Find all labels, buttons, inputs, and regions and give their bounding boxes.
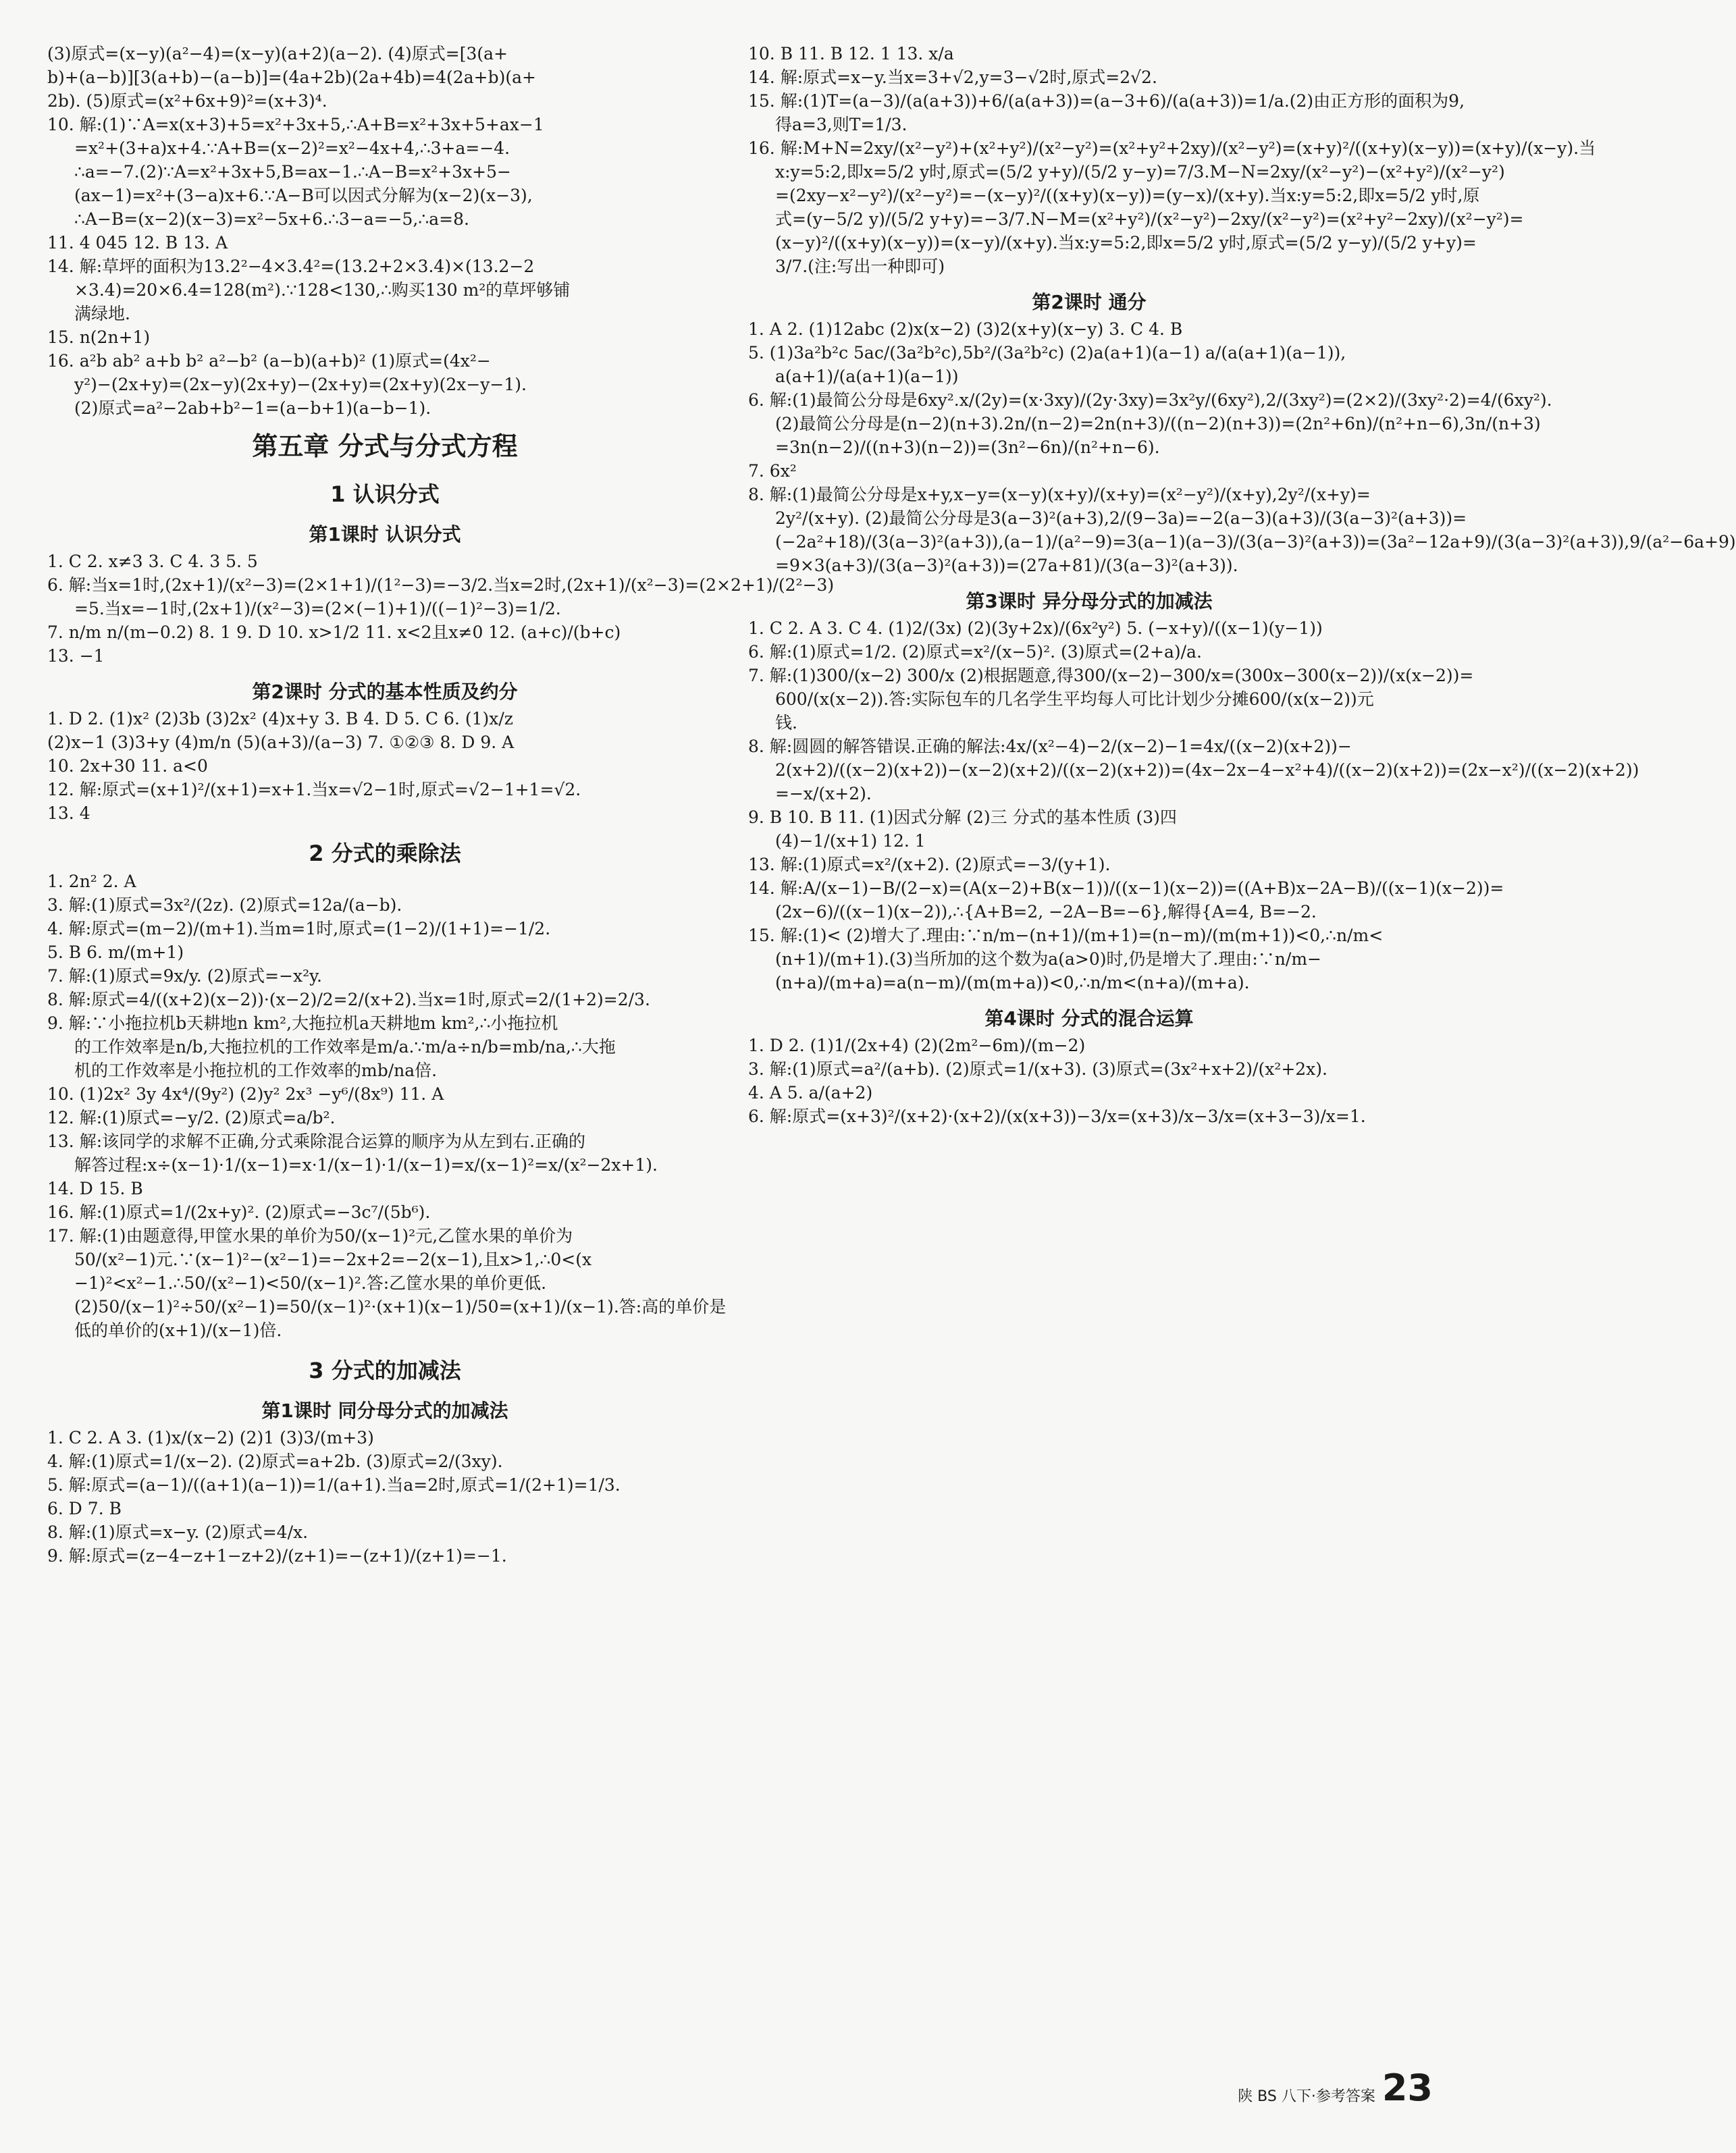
answer-line: 3. 解:(1)原式=a²/(a+b). (2)原式=1/(x+3). (3)原式=(3x²+x+2)/(x²+2x). <box>748 1059 1327 1079</box>
answer-line-cont: 2(x+2)/((x−2)(x+2))−(x−2)(x+2)/((x−2)(x+2))=(4x−2x−4−x²+4)/((x−2)(x+2))=(2x−x²)/((x−2)(x+2)) <box>775 760 1639 780</box>
answer-line-cont: 3/7.(注:写出一种即可) <box>775 257 945 276</box>
answer-line: 6. D 7. B <box>47 1499 122 1518</box>
answer-line: 10. 2x+30 11. a<0 <box>47 756 208 776</box>
answer-line: 8. 解:(1)最简公分母是x+y,x−y=(x−y)(x+y)/(x+y)=(x²−y²)/(x+y),2y²/(x+y)= <box>748 485 1371 504</box>
answer-line-cont: x:y=5:2,即x=5/2 y时,原式=(5/2 y+y)/(5/2 y−y)=7/3.M−N=2xy/(x²−y²)−(x²+y²)/(x²−y²) <box>775 162 1505 182</box>
answer-line: 14. D 15. B <box>47 1179 143 1198</box>
answer-line: 13. 解:(1)原式=x²/(x+2). (2)原式=−3/(y+1). <box>748 855 1111 874</box>
answer-line-cont: =−x/(x+2). <box>775 784 872 803</box>
answer-line-cont: ∴a=−7.(2)∵A=x²+3x+5,B=ax−1.∴A−B=x²+3x+5− <box>74 162 511 182</box>
answer-line-cont: (2)50/(x−1)²÷50/(x²−1)=50/(x−1)²·(x+1)(x−1)/50=(x+1)/(x−1).答:高的单价是 <box>74 1297 727 1317</box>
answer-line: 8. 解:(1)原式=x−y. (2)原式=4/x. <box>47 1522 309 1542</box>
answer-line: 7. 6x² <box>748 461 797 481</box>
answer-line: 13. −1 <box>47 646 105 666</box>
answer-line: 10. 解:(1)∵A=x(x+3)+5=x²+3x+5,∴A+B=x²+3x+5+ax−1 <box>47 115 544 134</box>
answer-line: 4. 解:原式=(m−2)/(m+1).当m=1时,原式=(1−2)/(1+1)=−1/2. <box>47 919 551 938</box>
answer-line: 6. 解:原式=(x+3)²/(x+2)·(x+2)/(x(x+3))−3/x=(x+3)/x−3/x=(x+3−3)/x=1. <box>748 1107 1366 1126</box>
lesson-title: 第4课时 分式的混合运算 <box>984 1007 1194 1030</box>
answer-line: 5. 解:原式=(a−1)/((a+1)(a−1))=1/(a+1).当a=2时,原式=1/(2+1)=1/3. <box>47 1475 621 1495</box>
answer-line-cont: (ax−1)=x²+(3−a)x+6.∵A−B可以因式分解为(x−2)(x−3), <box>74 186 533 205</box>
answer-line-cont: (−2a²+18)/(3(a−3)²(a+3)),(a−1)/(a²−9)=3(a−1)(a−3)/(3(a−3)²(a+3))=(3a²−12a+9)/(3(a−3)²(a+3)),9/(a²−6a+9) <box>775 532 1736 552</box>
answer-line-cont: =3n(n−2)/((n+3)(n−2))=(3n²−6n)/(n²+n−6). <box>775 437 1160 457</box>
answer-line: (2)x−1 (3)3+y (4)m/n (5)(a+3)/(a−3) 7. ①②③ 8. D 9. A <box>47 733 515 752</box>
answer-line-cont: ×3.4)=20×6.4=128(m²).∵128<130,∴购买130 m²的草坪够铺 <box>74 280 571 300</box>
lesson-title: 第2课时 分式的基本性质及约分 <box>252 681 518 703</box>
answer-line-cont: 600/(x(x−2)).答:实际包车的几名学生平均每人可比计划少分摊600/(x(x−2))元 <box>775 689 1374 709</box>
answer-line: 1. C 2. x≠3 3. C 4. 3 5. 5 <box>47 552 258 571</box>
answer-line-cont: =9×3(a+3)/(3(a−3)²(a+3))=(27a+81)/(3(a−3)²(a+3)). <box>775 556 1238 575</box>
answer-line-cont: 得a=3,则T=1/3. <box>775 115 908 134</box>
answer-line: 2b). (5)原式=(x²+6x+9)²=(x+3)⁴. <box>47 91 327 111</box>
answer-line: 1. D 2. (1)x² (2)3b (3)2x² (4)x+y 3. B 4. D 5. C 6. (1)x/z <box>47 709 513 728</box>
answer-line: 16. 解:(1)原式=1/(2x+y)². (2)原式=−3c⁷/(5b⁶). <box>47 1202 431 1222</box>
section-title: 2 分式的乘除法 <box>309 841 461 866</box>
answer-line-cont: =x²+(3+a)x+4.∵A+B=(x−2)²=x²−4x+4,∴3+a=−4. <box>74 138 510 158</box>
answer-line: 3. 解:(1)原式=3x²/(2z). (2)原式=12a/(a−b). <box>47 895 402 915</box>
answer-line-cont: (4)−1/(x+1) 12. 1 <box>775 831 926 851</box>
answer-line: 4. A 5. a/(a+2) <box>748 1083 873 1102</box>
answer-line-cont: 解答过程:x÷(x−1)·1/(x−1)=x·1/(x−1)·1/(x−1)=x/(x−1)²=x/(x²−2x+1). <box>74 1155 658 1175</box>
answer-line-cont: 50/(x²−1)元.∵(x−1)²−(x²−1)=−2x+2=−2(x−1),且x>1,∴0<(x <box>74 1250 592 1269</box>
answer-line: 7. 解:(1)300/(x−2) 300/x (2)根据题意,得300/(x−2)−300/x=(300x−300(x−2))/(x(x−2))= <box>748 666 1474 685</box>
answer-line: 12. 解:(1)原式=−y/2. (2)原式=a/b². <box>47 1108 336 1127</box>
answer-line-cont: 的工作效率是n/b,大拖拉机的工作效率是m/a.∵m/a÷n/b=mb/na,∴大拖 <box>74 1037 616 1057</box>
answer-line: 6. 解:当x=1时,(2x+1)/(x²−3)=(2×1+1)/(1²−3)=−3/2.当x=2时,(2x+1)/(x²−3)=(2×2+1)/(2²−3) <box>47 575 835 595</box>
page-number: 23 <box>1382 2067 1433 2109</box>
answer-line: 15. n(2n+1) <box>47 327 151 347</box>
answer-line: 16. 解:M+N=2xy/(x²−y²)+(x²+y²)/(x²−y²)=(x²+y²+2xy)/(x²−y²)=(x+y)²/((x+y)(x−y))=(x+y)/(x−y).当 <box>748 138 1596 158</box>
answer-line-cont: y²)−(2x+y)=(2x−y)(2x+y)−(2x+y)=(2x+y)(2x−y−1). <box>74 375 527 394</box>
answer-line: 10. (1)2x² 3y 4x⁴/(9y²) (2)y² 2x³ −y⁶/(8x⁹) 11. A <box>47 1084 444 1104</box>
answer-line-cont: (2x−6)/((x−1)(x−2)),∴{A+B=2, −2A−B=−6},解得{A=4, B=−2. <box>775 902 1317 922</box>
answer-line-cont: (x−y)²/((x+y)(x−y))=(x−y)/(x+y).当x:y=5:2,即x=5/2 y时,原式=(5/2 y−y)/(5/2 y+y)= <box>775 233 1477 252</box>
answer-line-cont: 机的工作效率是小拖拉机的工作效率的mb/na倍. <box>74 1061 438 1080</box>
answer-line: 8. 解:圆圆的解答错误.正确的解法:4x/(x²−4)−2/(x−2)−1=4x/((x−2)(x+2))− <box>748 737 1352 756</box>
answer-line: 1. A 2. (1)12abc (2)x(x−2) (3)2(x+y)(x−y) 3. C 4. B <box>748 319 1183 339</box>
answer-line: 4. 解:(1)原式=1/(x−2). (2)原式=a+2b. (3)原式=2/(3xy). <box>47 1452 503 1471</box>
answer-line: 16. a²b ab² a+b b² a²−b² (a−b)(a+b)² (1)原式=(4x²− <box>47 351 491 371</box>
lesson-title: 第1课时 认识分式 <box>309 523 461 546</box>
answer-line: 12. 解:原式=(x+1)²/(x+1)=x+1.当x=√2−1时,原式=√2−1+1=√2. <box>47 780 581 799</box>
answer-line: 9. 解:原式=(z−4−z+1−z+2)/(z+1)=−(z+1)/(z+1)=−1. <box>47 1546 507 1566</box>
answer-line: 6. 解:(1)最简公分母是6xy².x/(2y)=(x·3xy)/(2y·3xy)=3x²y/(6xy²),2/(3xy²)=(2×2)/(3xy²·2)=4/(6xy²). <box>748 390 1552 410</box>
answer-line-cont: (n+a)/(m+a)=a(n−m)/(m(m+a))<0,∴n/m<(n+a)/(m+a). <box>775 973 1250 992</box>
answer-line: 14. 解:原式=x−y.当x=3+√2,y=3−√2时,原式=2√2. <box>748 68 1157 87</box>
answer-line-cont: 式=(y−5/2 y)/(5/2 y+y)=−3/7.N−M=(x²+y²)/(x²−y²)−2xy/(x²−y²)=(x²+y²−2xy)/(x²−y²)= <box>775 209 1524 229</box>
answer-line-cont: ∴A−B=(x−2)(x−3)=x²−5x+6.∴3−a=−5,∴a=8. <box>74 209 469 229</box>
answer-line: 5. (1)3a²b²c 5ac/(3a²b²c),5b²/(3a²b²c) (2)a(a+1)(a−1) a/(a(a+1)(a−1)), <box>748 343 1346 363</box>
answer-line: 1. 2n² 2. A <box>47 872 136 891</box>
answer-line: 1. C 2. A 3. C 4. (1)2/(3x) (2)(3y+2x)/(6x²y²) 5. (−x+y)/((x−1)(y−1)) <box>748 618 1323 638</box>
answer-line: 6. 解:(1)原式=1/2. (2)原式=x²/(x−5)². (3)原式=(2+a)/a. <box>748 642 1202 662</box>
answer-line: 15. 解:(1)< (2)增大了.理由:∵n/m−(n+1)/(m+1)=(n−m)/(m(m+1))<0,∴n/m< <box>748 926 1384 945</box>
answer-line: 1. D 2. (1)1/(2x+4) (2)(2m²−6m)/(m−2) <box>748 1036 1086 1055</box>
answer-line-cont: (n+1)/(m+1).(3)当所加的这个数为a(a>0)时,仍是增大了.理由:∵n/m− <box>775 949 1321 969</box>
answer-line-cont: 低的单价的(x+1)/(x−1)倍. <box>74 1321 282 1340</box>
answer-line: 13. 解:该同学的求解不正确,分式乘除混合运算的顺序为从左到右.正确的 <box>47 1132 586 1151</box>
answer-line: 5. B 6. m/(m+1) <box>47 942 184 962</box>
section-title: 3 分式的加减法 <box>309 1358 461 1383</box>
answer-line: 9. 解:∵小拖拉机b天耕地n km²,大拖拉机a天耕地m km²,∴小拖拉机 <box>47 1013 558 1033</box>
answer-line: 15. 解:(1)T=(a−3)/(a(a+3))+6/(a(a+3))=(a−3+6)/(a(a+3))=1/a.(2)由正方形的面积为9, <box>748 91 1465 111</box>
right-column <box>748 42 1736 1128</box>
lesson-title: 第2课时 通分 <box>1032 291 1147 313</box>
footer-label: 陕 BS 八下·参考答案 <box>1238 2088 1375 2105</box>
answer-line: 7. n/m n/(m−0.2) 8. 1 9. D 10. x>1/2 11. x<2且x≠0 12. (a+c)/(b+c) <box>47 622 621 642</box>
answer-line: 1. C 2. A 3. (1)x/(x−2) (2)1 (3)3/(m+3) <box>47 1428 374 1447</box>
section-title: 1 认识分式 <box>330 481 440 507</box>
lesson-title: 第1课时 同分母分式的加减法 <box>261 1400 508 1422</box>
lesson-title: 第3课时 异分母分式的加减法 <box>966 590 1213 612</box>
answer-line-cont: =5.当x=−1时,(2x+1)/(x²−3)=(2×(−1)+1)/((−1)²−3)=1/2. <box>74 599 561 618</box>
answer-line-cont: a(a+1)/(a(a+1)(a−1)) <box>775 367 959 386</box>
answer-line-cont: −1)²<x²−1.∴50/(x²−1)<50/(x−1)².答:乙筐水果的单价更低. <box>74 1273 547 1293</box>
answer-line-cont: (2)最简公分母是(n−2)(n+3).2n/(n−2)=2n(n+3)/((n−2)(n+3))=(2n²+6n)/(n²+n−6),3n/(n+3) <box>775 414 1541 433</box>
answer-line-cont: 2y²/(x+y). (2)最简公分母是3(a−3)²(a+3),2/(9−3a)=−2(a−3)(a+3)/(3(a−3)²(a+3))= <box>775 508 1467 528</box>
answer-line: (3)原式=(x−y)(a²−4)=(x−y)(a+2)(a−2). (4)原式=[3(a+ <box>47 44 508 63</box>
answer-line: 8. 解:原式=4/((x+2)(x−2))·(x−2)/2=2/(x+2).当x=1时,原式=2/(1+2)=2/3. <box>47 990 650 1009</box>
page-footer <box>1238 2069 1433 2107</box>
answer-line: 14. 解:A/(x−1)−B/(2−x)=(A(x−2)+B(x−1))/((x−1)(x−2))=((A+B)x−2A−B)/((x−1)(x−2))= <box>748 878 1504 898</box>
answer-line-cont: 满绿地. <box>74 304 130 323</box>
answer-line: 11. 4 045 12. B 13. A <box>47 233 228 252</box>
answer-line-cont: =(2xy−x²−y²)/(x²−y²)=−(x−y)²/((x+y)(x−y))=(y−x)/(x+y).当x:y=5:2,即x=5/2 y时,原 <box>775 186 1480 205</box>
answer-line: 13. 4 <box>47 803 90 823</box>
answer-line: 17. 解:(1)由题意得,甲筐水果的单价为50/(x−1)²元,乙筐水果的单价为 <box>47 1226 573 1246</box>
answer-line-cont: (2)原式=a²−2ab+b²−1=(a−b+1)(a−b−1). <box>74 398 431 418</box>
answer-line-cont: 钱. <box>775 713 797 733</box>
chapter-title: 第五章 分式与分式方程 <box>252 431 518 461</box>
answer-line: 7. 解:(1)原式=9x/y. (2)原式=−x²y. <box>47 966 322 986</box>
answer-line: 10. B 11. B 12. 1 13. x/a <box>748 44 954 63</box>
answer-line: 14. 解:草坪的面积为13.2²−4×3.4²=(13.2+2×3.4)×(13.2−2 <box>47 257 535 276</box>
answer-line: 9. B 10. B 11. (1)因式分解 (2)三 分式的基本性质 (3)四 <box>748 807 1177 827</box>
answer-line: b)+(a−b)][3(a+b)−(a−b)]=(4a+2b)(2a+4b)=4(2a+b)(a+ <box>47 68 536 87</box>
